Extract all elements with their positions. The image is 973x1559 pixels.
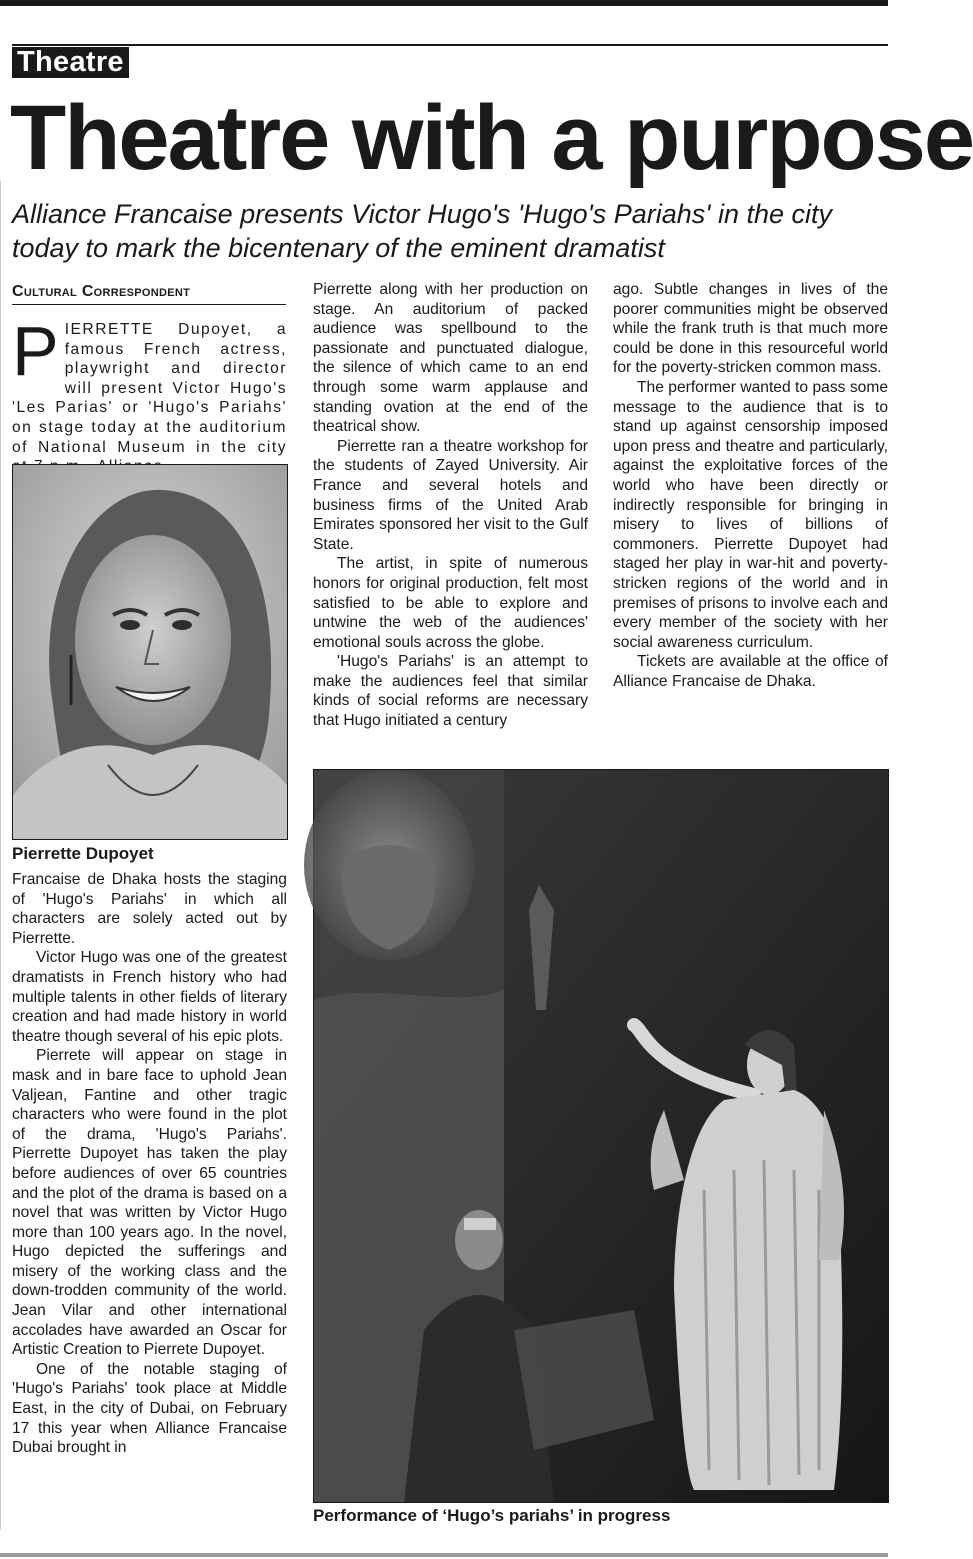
- article-column-1-continued: [12, 870, 287, 1520]
- bottom-border: [0, 1553, 888, 1557]
- paragraph: Pierrette along with her production on stage. An auditorium of packed audience was spellbound to the passionate and punctuated dialogue, the silence of which came to an end through some warm applause and standing ovation at the end of the theatrical show.: [313, 281, 588, 436]
- deck-subheadline: Alliance Francaise presents Victor Hugo's 'Hugo's Pariahs' in the city today to mark the bicentenary of the eminent dramatist: [12, 199, 833, 263]
- portrait-caption: Pierrette Dupoyet: [12, 844, 154, 863]
- stage-performance-photo: [313, 769, 889, 1503]
- portrait-photo: [12, 464, 288, 840]
- paragraph: Victor Hugo was one of the greatest dramatists in French history who had multiple talents in other fields of literary creation and had made history in world theatre though several of his epic plots.: [12, 949, 287, 1045]
- paragraph: One of the notable staging of 'Hugo's Pariahs' took place at Middle East, in the city of Dubai, on February 17 this year when Alliance Francaise Dubai brought in: [12, 1360, 287, 1457]
- top-border: [0, 0, 888, 6]
- article-column-2: [313, 280, 588, 760]
- paragraph: The artist, in spite of numerous honors for original production, felt most satisfied to be able to explore and untwine the web of the audiences' emotional souls across the globe.: [313, 555, 588, 651]
- paragraph: Francaise de Dhaka hosts the staging of 'Hugo's Pariahs' in which all characters are solely acted out by Pierrette.: [12, 871, 287, 947]
- byline: [12, 282, 286, 305]
- article-column-3: [613, 280, 888, 760]
- paragraph: Pierrette ran a theatre workshop for the students of Zayed University. Air France and several hotels and business firms of the United Arab Emirates sponsored her visit to the Gulf State.: [313, 437, 588, 553]
- article-column-1-lead: [12, 312, 287, 460]
- paragraph: ago. Subtle changes in lives of the poorer communities might be observed while the frank truth is that much more could be done in this resourceful world for the poverty-stricken common mass.: [613, 281, 888, 377]
- headline: Theatre with a purpose: [10, 87, 973, 189]
- lead-paragraph: [12, 312, 287, 477]
- section-label: Theatre: [12, 47, 129, 78]
- byline-text: Cultural Correspondent: [12, 283, 191, 300]
- portrait-illustration: [13, 465, 287, 839]
- stage-illustration: [314, 770, 888, 1502]
- paragraph: Pierrete will appear on stage in mask and in bare face to uphold Jean Valjean, Fantine and other tragic characters who were found in the plot of the drama, 'Hugo's Pariahs'. Pierrette Dupoyet has taken the play before audiences of over 65 countries and the plot of the drama is based on a novel that was written by Victor Hugo more than 100 years ago. In the novel, Hugo depicted the sufferings and misery of the working class and the down-trodden community of the world. Jean Vilar and other international accolades have awarded an Oscar for Artistic Creation to Pierrete Dupoyet.: [12, 1047, 287, 1359]
- paragraph: The performer wanted to pass some message to the audience that is to stand up against censorship imposed upon press and theatre and particularly, against the exploitative forces of the world who have been directly or indirectly responsible for bringing in misery to lives of billions of commoners. Pierrette Dupoyet had staged her play in war-hit and poverty-stricken regions of the world and in premises of prisons to involve each and every member of the society with her social awareness curriculum.: [613, 378, 888, 651]
- stage-photo-caption: Performance of ‘Hugo’s pariahs’ in progress: [313, 1506, 671, 1525]
- paragraph: 'Hugo's Pariahs' is an attempt to make the audiences feel that similar kinds of social reforms are necessary that Hugo initiated a century: [313, 653, 588, 730]
- drop-cap: P: [12, 312, 59, 390]
- lead-text: IERRETTE Dupoyet, a famous French actress, playwright and director will present Victor Hugo's 'Les Parias' or 'Hugo's Pariahs' on stage today at the auditorium of National Museum in the city: [12, 321, 287, 456]
- page-left-edge: [0, 180, 1, 1530]
- section-rule: [12, 44, 888, 46]
- paragraph: Tickets are available at the office of Alliance Francaise de Dhaka.: [613, 653, 888, 690]
